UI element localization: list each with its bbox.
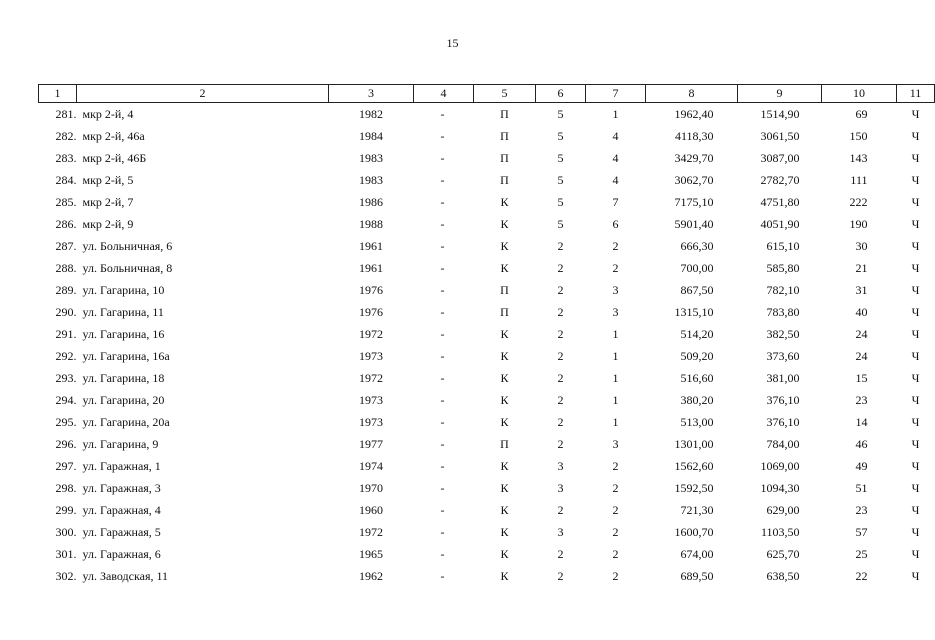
col10-cell: 190 (849, 217, 868, 231)
col7-cell: 3 (612, 437, 619, 451)
col8-cell: 5901,40 (674, 217, 714, 231)
col4-cell: - (440, 327, 445, 341)
col10-cell: 21 (855, 261, 868, 275)
col7-cell: 1 (612, 393, 619, 407)
address-cell: ул. Гагарина, 11 (82, 305, 164, 319)
col4-cell: - (440, 437, 445, 451)
col11-cell: Ч (911, 547, 920, 561)
col5-cell: К (500, 195, 509, 209)
col5-cell: К (500, 415, 509, 429)
col4-cell: - (440, 371, 445, 385)
year-cell: 1983 (359, 151, 383, 165)
address-cell: мкр 2-й, 46Б (82, 151, 147, 165)
col8-cell: 700,00 (680, 261, 714, 275)
row-number: 282. (55, 129, 77, 143)
col11-cell: Ч (911, 569, 920, 583)
row-number: 291. (55, 327, 77, 341)
row-number: 301. (55, 547, 77, 561)
year-cell: 1973 (359, 393, 383, 407)
row-number: 292. (55, 349, 77, 363)
col5-cell: К (500, 393, 509, 407)
col4-cell: - (440, 151, 445, 165)
col6-cell: 2 (557, 261, 564, 275)
address-cell: ул. Гагарина, 16 (82, 327, 165, 341)
table-body (39, 103, 935, 588)
col11-cell: Ч (911, 525, 920, 539)
address-cell: ул. Гаражная, 5 (82, 525, 161, 539)
col7-cell: 1 (612, 415, 619, 429)
col5-cell: К (500, 525, 509, 539)
col6-cell: 2 (557, 547, 564, 561)
row-number: 288. (55, 261, 77, 275)
table-row (39, 213, 935, 235)
table-row (39, 565, 935, 587)
col11-cell: Ч (911, 327, 920, 341)
col10-cell: 51 (855, 481, 868, 495)
col11-cell: Ч (911, 217, 920, 231)
col7-cell: 2 (612, 503, 619, 517)
table-row (39, 389, 935, 411)
col8-cell: 380,20 (680, 393, 714, 407)
col11-cell: Ч (911, 173, 920, 187)
row-number: 296. (55, 437, 77, 451)
column-header-9: 9 (738, 85, 822, 103)
year-cell: 1962 (359, 569, 383, 583)
table-row (39, 521, 935, 543)
col5-cell: К (500, 217, 509, 231)
address-cell: ул. Гаражная, 4 (82, 503, 161, 517)
table-row (39, 257, 935, 279)
year-cell: 1973 (359, 349, 383, 363)
col8-cell: 721,30 (680, 503, 714, 517)
col4-cell: - (440, 349, 445, 363)
col7-cell: 3 (612, 305, 619, 319)
table-row (39, 455, 935, 477)
year-cell: 1984 (359, 129, 383, 143)
year-cell: 1965 (359, 547, 383, 561)
col9-cell: 3087,00 (760, 151, 800, 165)
column-header-10: 10 (822, 85, 897, 103)
col4-cell: - (440, 305, 445, 319)
col5-cell: К (500, 239, 509, 253)
col6-cell: 2 (557, 371, 564, 385)
col10-cell: 111 (850, 173, 868, 187)
page-number: 15 (446, 36, 459, 50)
col6-cell: 2 (557, 239, 564, 253)
col9-cell: 3061,50 (760, 129, 800, 143)
address-cell: ул. Гагарина, 9 (82, 437, 159, 451)
column-header-5: 5 (474, 85, 536, 103)
column-header-7: 7 (586, 85, 646, 103)
table-row (39, 279, 935, 301)
col7-cell: 4 (612, 173, 619, 187)
col5-cell: К (500, 327, 509, 341)
col5-cell: П (500, 173, 509, 187)
col10-cell: 14 (855, 415, 868, 429)
col7-cell: 3 (612, 283, 619, 297)
col9-cell: 782,10 (766, 283, 800, 297)
col8-cell: 509,20 (680, 349, 714, 363)
year-cell: 1982 (359, 107, 383, 121)
col5-cell: П (500, 129, 509, 143)
column-header-3: 3 (329, 85, 414, 103)
col7-cell: 1 (612, 327, 619, 341)
col10-cell: 57 (855, 525, 868, 539)
year-cell: 1974 (359, 459, 383, 473)
row-number: 281. (55, 107, 77, 121)
col11-cell: Ч (911, 283, 920, 297)
col10-cell: 31 (855, 283, 868, 297)
col11-cell: Ч (911, 415, 920, 429)
col6-cell: 2 (557, 349, 564, 363)
col7-cell: 2 (612, 547, 619, 561)
col10-cell: 23 (855, 503, 868, 517)
row-number: 300. (55, 525, 77, 539)
col11-cell: Ч (911, 349, 920, 363)
col9-cell: 4051,90 (760, 217, 800, 231)
year-cell: 1972 (359, 327, 383, 341)
col7-cell: 2 (612, 261, 619, 275)
row-number: 297. (55, 459, 77, 473)
row-number: 287. (55, 239, 77, 253)
col4-cell: - (440, 503, 445, 517)
col4-cell: - (440, 217, 445, 231)
col11-cell: Ч (911, 239, 920, 253)
col5-cell: К (500, 261, 509, 275)
col5-cell: К (500, 459, 509, 473)
col8-cell: 4118,30 (674, 129, 714, 143)
col11-cell: Ч (911, 195, 920, 209)
col6-cell: 5 (557, 195, 564, 209)
row-number: 284. (55, 173, 77, 187)
col10-cell: 15 (855, 371, 868, 385)
year-cell: 1977 (359, 437, 383, 451)
col8-cell: 674,00 (680, 547, 714, 561)
col5-cell: П (500, 107, 509, 121)
col9-cell: 638,50 (766, 569, 800, 583)
col6-cell: 2 (557, 569, 564, 583)
table-row (39, 103, 935, 126)
row-number: 302. (55, 569, 77, 583)
column-header-4: 4 (414, 85, 474, 103)
col5-cell: К (500, 481, 509, 495)
col11-cell: Ч (911, 459, 920, 473)
col5-cell: П (500, 151, 509, 165)
col11-cell: Ч (911, 305, 920, 319)
col4-cell: - (440, 481, 445, 495)
col10-cell: 24 (855, 327, 868, 341)
col11-cell: Ч (911, 481, 920, 495)
col5-cell: К (500, 503, 509, 517)
row-number: 290. (55, 305, 77, 319)
table-row (39, 367, 935, 389)
col8-cell: 516,60 (680, 371, 714, 385)
col8-cell: 3062,70 (674, 173, 714, 187)
table-row (39, 125, 935, 147)
address-cell: ул. Гагарина, 20а (82, 415, 170, 429)
address-cell: ул. Гагарина, 10 (82, 283, 165, 297)
col11-cell: Ч (911, 151, 920, 165)
col8-cell: 7175,10 (674, 195, 714, 209)
col5-cell: П (500, 305, 509, 319)
table-row (39, 169, 935, 191)
col5-cell: К (500, 371, 509, 385)
col9-cell: 4751,80 (760, 195, 800, 209)
col8-cell: 867,50 (680, 283, 714, 297)
col9-cell: 629,00 (766, 503, 800, 517)
col9-cell: 376,10 (766, 415, 800, 429)
col10-cell: 22 (855, 569, 868, 583)
col7-cell: 1 (612, 107, 619, 121)
col6-cell: 2 (557, 305, 564, 319)
col10-cell: 23 (855, 393, 868, 407)
col4-cell: - (440, 261, 445, 275)
col10-cell: 49 (855, 459, 868, 473)
col10-cell: 222 (849, 195, 868, 209)
table-row (39, 147, 935, 169)
year-cell: 1976 (359, 305, 383, 319)
col9-cell: 783,80 (766, 305, 800, 319)
table-row (39, 323, 935, 345)
col4-cell: - (440, 239, 445, 253)
col10-cell: 150 (849, 129, 868, 143)
col8-cell: 666,30 (680, 239, 714, 253)
col10-cell: 30 (855, 239, 868, 253)
col6-cell: 3 (557, 459, 564, 473)
col9-cell: 2782,70 (760, 173, 800, 187)
address-cell: ул. Гаражная, 3 (82, 481, 161, 495)
col6-cell: 5 (557, 151, 564, 165)
col4-cell: - (440, 569, 445, 583)
col11-cell: Ч (911, 107, 920, 121)
row-number: 289. (55, 283, 77, 297)
col9-cell: 1103,50 (760, 525, 800, 539)
col8-cell: 1315,10 (674, 305, 714, 319)
col7-cell: 2 (612, 525, 619, 539)
row-number: 285. (55, 195, 77, 209)
table-row (39, 301, 935, 323)
col6-cell: 2 (557, 503, 564, 517)
col5-cell: К (500, 547, 509, 561)
col8-cell: 689,50 (680, 569, 714, 583)
col5-cell: К (500, 569, 509, 583)
address-cell: ул. Гагарина, 20 (82, 393, 165, 407)
col4-cell: - (440, 547, 445, 561)
col9-cell: 382,50 (766, 327, 800, 341)
year-cell: 1972 (359, 371, 383, 385)
col6-cell: 3 (557, 481, 564, 495)
table-row (39, 411, 935, 433)
col8-cell: 513,00 (680, 415, 714, 429)
col5-cell: К (500, 349, 509, 363)
col9-cell: 625,70 (766, 547, 800, 561)
year-cell: 1972 (359, 525, 383, 539)
col10-cell: 25 (855, 547, 868, 561)
row-number: 286. (55, 217, 77, 231)
col7-cell: 2 (612, 459, 619, 473)
col9-cell: 373,60 (766, 349, 800, 363)
column-header-2: 2 (77, 85, 329, 103)
col7-cell: 1 (612, 349, 619, 363)
address-cell: ул. Больничная, 6 (82, 239, 173, 253)
col7-cell: 4 (612, 129, 619, 143)
col4-cell: - (440, 459, 445, 473)
col6-cell: 2 (557, 393, 564, 407)
col6-cell: 2 (557, 283, 564, 297)
address-cell: мкр 2-й, 46а (82, 129, 145, 143)
year-cell: 1960 (359, 503, 383, 517)
year-cell: 1961 (359, 239, 383, 253)
col7-cell: 6 (612, 217, 619, 231)
col7-cell: 2 (612, 239, 619, 253)
col4-cell: - (440, 525, 445, 539)
col6-cell: 5 (557, 129, 564, 143)
row-number: 298. (55, 481, 77, 495)
address-cell: мкр 2-й, 9 (82, 217, 134, 231)
buildings-table (38, 84, 935, 587)
address-cell: ул. Больничная, 8 (82, 261, 173, 275)
col9-cell: 615,10 (766, 239, 800, 253)
row-number: 295. (55, 415, 77, 429)
table-row (39, 191, 935, 213)
column-header-6: 6 (536, 85, 586, 103)
col8-cell: 1592,50 (674, 481, 714, 495)
col8-cell: 3429,70 (674, 151, 714, 165)
col4-cell: - (440, 107, 445, 121)
col9-cell: 1514,90 (760, 107, 800, 121)
row-number: 299. (55, 503, 77, 517)
col9-cell: 1069,00 (760, 459, 800, 473)
address-cell: ул. Заводская, 11 (82, 569, 169, 583)
col6-cell: 3 (557, 525, 564, 539)
col10-cell: 40 (855, 305, 868, 319)
col4-cell: - (440, 393, 445, 407)
col11-cell: Ч (911, 503, 920, 517)
col10-cell: 69 (855, 107, 868, 121)
col10-cell: 143 (849, 151, 868, 165)
year-cell: 1970 (359, 481, 383, 495)
col6-cell: 2 (557, 437, 564, 451)
address-cell: ул. Гагарина, 16а (82, 349, 170, 363)
col11-cell: Ч (911, 371, 920, 385)
address-cell: мкр 2-й, 4 (82, 107, 134, 121)
table-row (39, 499, 935, 521)
column-header-8: 8 (646, 85, 738, 103)
col8-cell: 1962,40 (674, 107, 714, 121)
col11-cell: Ч (911, 129, 920, 143)
col7-cell: 1 (612, 371, 619, 385)
address-cell: ул. Гагарина, 18 (82, 371, 165, 385)
col8-cell: 1600,70 (674, 525, 714, 539)
col8-cell: 514,20 (680, 327, 714, 341)
year-cell: 1973 (359, 415, 383, 429)
col8-cell: 1301,00 (674, 437, 714, 451)
col9-cell: 585,80 (766, 261, 800, 275)
col7-cell: 2 (612, 481, 619, 495)
col5-cell: П (500, 283, 509, 297)
col9-cell: 376,10 (766, 393, 800, 407)
col11-cell: Ч (911, 261, 920, 275)
address-cell: ул. Гаражная, 1 (82, 459, 161, 473)
column-header-1: 1 (39, 85, 77, 103)
col7-cell: 7 (612, 195, 619, 209)
table-row (39, 433, 935, 455)
col6-cell: 2 (557, 415, 564, 429)
col4-cell: - (440, 283, 445, 297)
col9-cell: 381,00 (766, 371, 800, 385)
col11-cell: Ч (911, 393, 920, 407)
row-number: 294. (55, 393, 77, 407)
col10-cell: 46 (855, 437, 868, 451)
year-cell: 1986 (359, 195, 383, 209)
col4-cell: - (440, 415, 445, 429)
address-cell: ул. Гаражная, 6 (82, 547, 161, 561)
col8-cell: 1562,60 (674, 459, 714, 473)
table-row (39, 345, 935, 367)
row-number: 293. (55, 371, 77, 385)
col9-cell: 1094,30 (760, 481, 800, 495)
year-cell: 1961 (359, 261, 383, 275)
address-cell: мкр 2-й, 5 (82, 173, 134, 187)
col5-cell: П (500, 437, 509, 451)
year-cell: 1976 (359, 283, 383, 297)
table-row (39, 477, 935, 499)
address-cell: мкр 2-й, 7 (82, 195, 134, 209)
col7-cell: 2 (612, 569, 619, 583)
col7-cell: 4 (612, 151, 619, 165)
col10-cell: 24 (855, 349, 868, 363)
col6-cell: 5 (557, 217, 564, 231)
col6-cell: 2 (557, 327, 564, 341)
table-row (39, 543, 935, 565)
col4-cell: - (440, 173, 445, 187)
row-number: 283. (55, 151, 77, 165)
column-header-11: 11 (897, 85, 935, 103)
col4-cell: - (440, 129, 445, 143)
col4-cell: - (440, 195, 445, 209)
col6-cell: 5 (557, 173, 564, 187)
header-row (39, 85, 935, 103)
col6-cell: 5 (557, 107, 564, 121)
year-cell: 1983 (359, 173, 383, 187)
table-row (39, 235, 935, 257)
col11-cell: Ч (911, 437, 920, 451)
col9-cell: 784,00 (766, 437, 800, 451)
year-cell: 1988 (359, 217, 383, 231)
